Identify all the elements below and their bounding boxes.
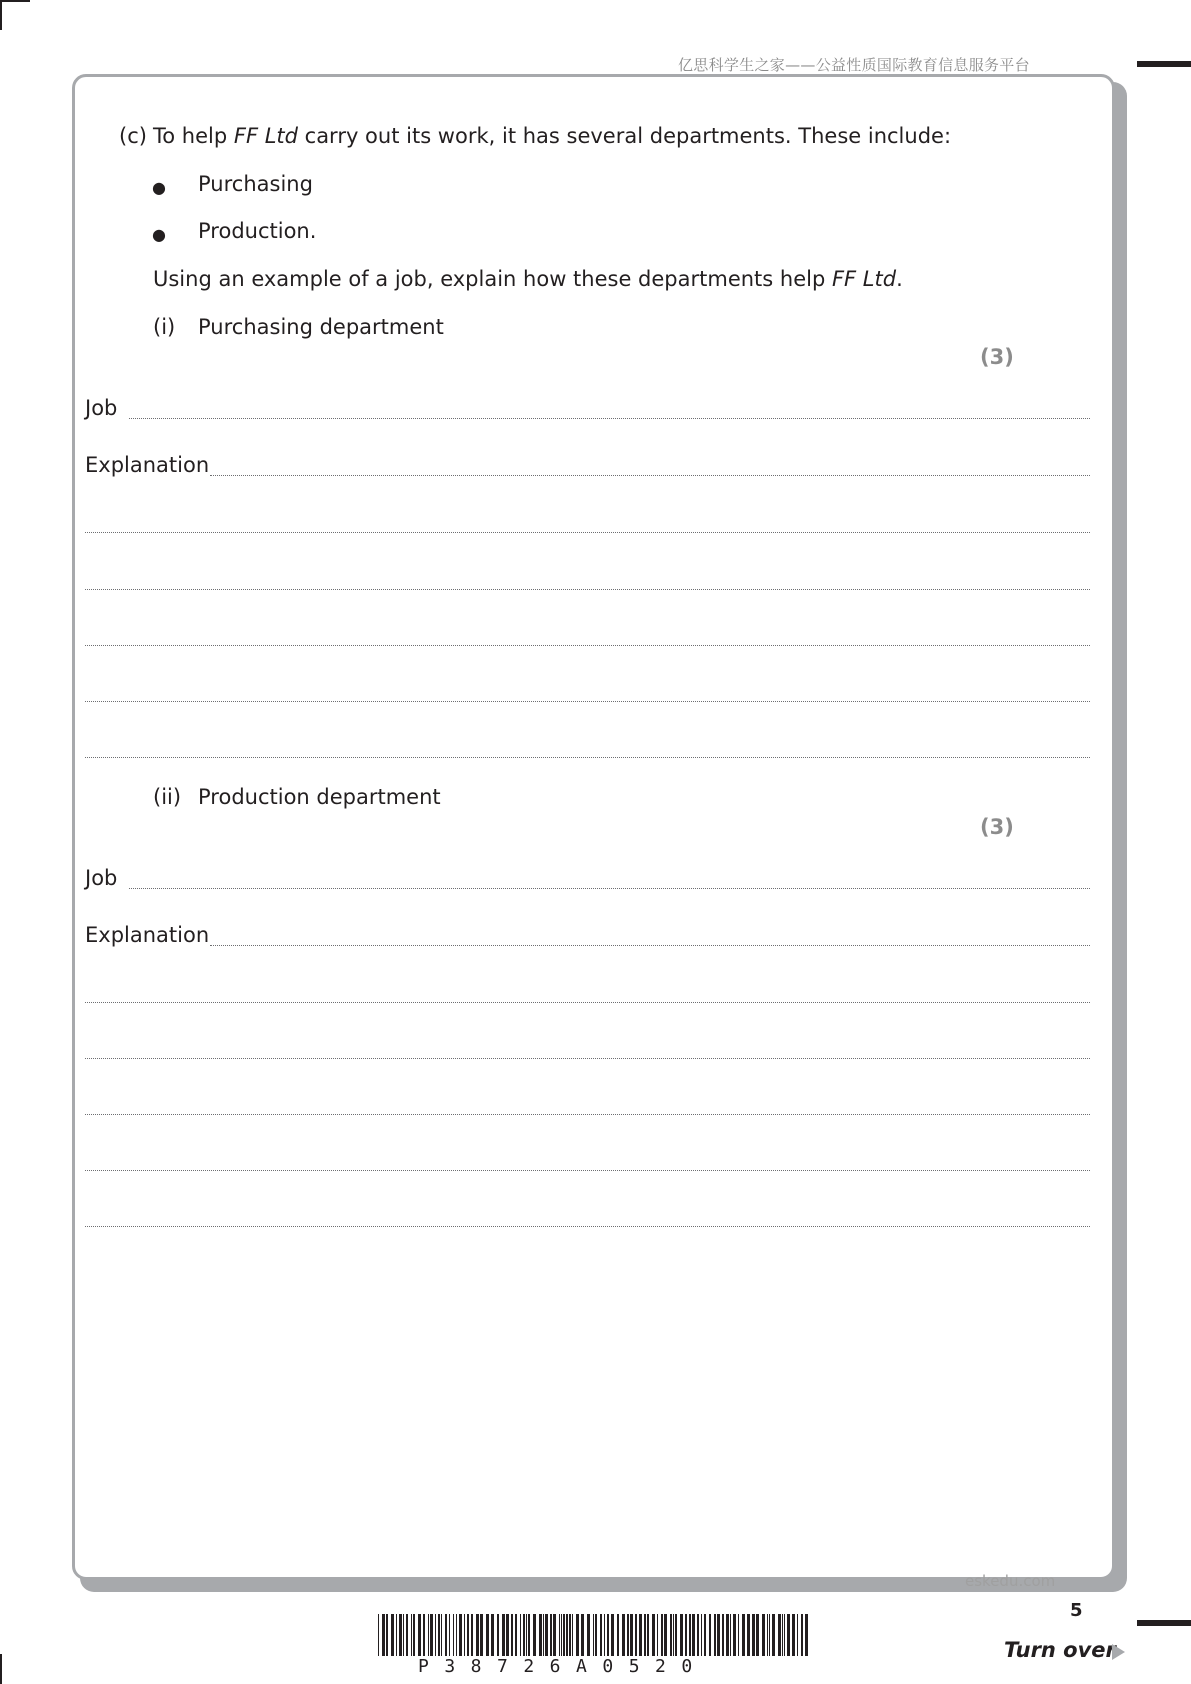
question-part-label: (c) xyxy=(119,124,147,148)
barcode-bar xyxy=(391,1614,394,1656)
barcode-bar xyxy=(378,1614,379,1656)
barcode-bar xyxy=(722,1614,724,1656)
barcode-bar xyxy=(430,1614,433,1656)
footer-watermark: eskedu.com xyxy=(965,1572,1056,1590)
barcode-bar xyxy=(413,1614,415,1656)
barcode-bar xyxy=(533,1614,536,1656)
barcode-bar xyxy=(467,1614,469,1656)
sub-i-marks: (3) xyxy=(980,345,1014,369)
dotted-line xyxy=(85,1001,1090,1003)
barcode-bar xyxy=(689,1614,691,1656)
barcode-bar xyxy=(778,1614,781,1656)
barcode-bar xyxy=(805,1614,808,1656)
barcode-bar xyxy=(476,1614,479,1656)
sub-i-explanation-line[interactable] xyxy=(85,452,1090,476)
barcode-bar xyxy=(664,1614,667,1656)
barcode-bar xyxy=(399,1614,402,1656)
barcode-bar xyxy=(563,1614,565,1656)
sub-i-job-label: Job xyxy=(85,396,118,420)
barcode-bar xyxy=(464,1614,465,1656)
sub-ii-answer-line-3[interactable] xyxy=(85,1091,1090,1115)
dotted-line xyxy=(129,417,1090,419)
sub-i-answer-line-3[interactable] xyxy=(85,622,1090,646)
barcode-bar xyxy=(670,1614,672,1656)
barcode-bar xyxy=(515,1614,517,1656)
barcode-bar xyxy=(486,1614,489,1656)
barcode-bar xyxy=(756,1614,759,1656)
crop-mark-bottom-left xyxy=(0,1654,2,1684)
barcode-bar xyxy=(709,1614,711,1656)
dotted-line xyxy=(85,700,1090,702)
barcode-bar xyxy=(782,1614,783,1656)
dotted-line xyxy=(129,887,1090,889)
barcode-bar xyxy=(576,1614,579,1656)
barcode-bar xyxy=(730,1614,731,1656)
barcode-bar xyxy=(572,1614,573,1656)
barcode-bar xyxy=(644,1614,646,1656)
barcode-bar xyxy=(511,1614,513,1656)
barcode-bar xyxy=(792,1614,795,1656)
barcode-bar xyxy=(526,1614,527,1656)
barcode-bar xyxy=(742,1614,745,1656)
barcode-bar xyxy=(704,1614,706,1656)
barcode-bar xyxy=(587,1614,590,1656)
edge-bar-top-right xyxy=(1137,61,1191,67)
barcode-bar xyxy=(491,1614,494,1656)
barcode-bar xyxy=(673,1614,674,1656)
bullet-item-purchasing: Purchasing xyxy=(198,172,313,196)
barcode-bar xyxy=(692,1614,695,1656)
barcode-bar xyxy=(784,1614,785,1656)
barcode-bar xyxy=(595,1614,597,1656)
dotted-line xyxy=(210,944,1090,946)
edge-bar-bottom-right xyxy=(1137,1620,1191,1626)
sub-ii-answer-line-1[interactable] xyxy=(85,979,1090,1003)
barcode-bar xyxy=(382,1614,385,1656)
barcode-bar xyxy=(411,1614,412,1656)
sub-ii-explanation-label: Explanation xyxy=(85,923,210,947)
barcode-bar xyxy=(406,1614,408,1656)
question-intro xyxy=(153,126,951,147)
barcode-bar xyxy=(441,1614,442,1656)
sub-i-title: Purchasing department xyxy=(198,315,444,339)
barcode-bar xyxy=(523,1614,525,1656)
barcode-bar xyxy=(459,1614,462,1656)
barcode-bar xyxy=(550,1614,552,1656)
barcode-bar xyxy=(428,1614,429,1656)
barcode-bar xyxy=(769,1614,770,1656)
barcode-bar xyxy=(797,1614,798,1656)
barcode-bar xyxy=(680,1614,683,1656)
barcode-bar xyxy=(497,1614,499,1656)
barcode-bar xyxy=(611,1614,614,1656)
sub-ii-answer-line-2[interactable] xyxy=(85,1035,1090,1059)
turn-over-arrow-icon xyxy=(1112,1644,1125,1660)
dotted-line xyxy=(85,1113,1090,1115)
barcode-bar xyxy=(445,1614,447,1656)
barcode-bar xyxy=(471,1614,473,1656)
barcode-bar xyxy=(607,1614,609,1656)
barcode-bar xyxy=(647,1614,649,1656)
dotted-line xyxy=(85,1225,1090,1227)
barcode-bar xyxy=(752,1614,755,1656)
barcode-bar xyxy=(593,1614,594,1656)
barcode-bar xyxy=(726,1614,729,1656)
turn-over-label: Turn over xyxy=(1004,1638,1116,1662)
sub-ii-job-label: Job xyxy=(85,866,118,890)
header-watermark: 亿思科学生之家——公益性质国际教育信息服务平台 xyxy=(678,56,1030,74)
barcode-bar xyxy=(543,1614,544,1656)
barcode-bar xyxy=(685,1614,687,1656)
barcode-bar xyxy=(801,1614,803,1656)
barcode-bar xyxy=(480,1614,483,1656)
barcode-bar xyxy=(617,1614,619,1656)
sub-ii-marks: (3) xyxy=(980,815,1014,839)
answer-frame xyxy=(72,74,1115,1580)
barcode-bar xyxy=(652,1614,655,1656)
barcode-bar xyxy=(520,1614,521,1656)
barcode-bar xyxy=(701,1614,702,1656)
sub-ii-job-line[interactable] xyxy=(85,865,1090,889)
bullet-dot-2: ● xyxy=(152,225,166,244)
sub-ii-label: (ii) xyxy=(153,785,182,809)
sub-i-answer-line-5[interactable] xyxy=(85,734,1090,758)
barcode-bar xyxy=(639,1614,642,1656)
barcode-bar xyxy=(657,1614,658,1656)
barcode-bar xyxy=(767,1614,768,1656)
barcode-bar xyxy=(438,1614,440,1656)
barcode-bar xyxy=(581,1614,584,1656)
sub-ii-title: Production department xyxy=(198,785,441,809)
barcode-bar xyxy=(630,1614,633,1656)
barcode-bar xyxy=(553,1614,556,1656)
sub-ii-answer-line-4[interactable] xyxy=(85,1147,1090,1171)
barcode-bar xyxy=(675,1614,677,1656)
sub-i-answer-line-2[interactable] xyxy=(85,566,1090,590)
barcode-bar xyxy=(435,1614,436,1656)
barcode-text: P38726A0520 xyxy=(418,1656,708,1677)
sub-i-label: (i) xyxy=(153,315,176,339)
barcode-bar xyxy=(762,1614,765,1656)
barcode-bar xyxy=(539,1614,542,1656)
barcode-bar xyxy=(661,1614,663,1656)
barcode-bar xyxy=(787,1614,790,1656)
barcode-bar xyxy=(396,1614,397,1656)
question-intro-before: To help xyxy=(153,124,234,148)
barcode-bar xyxy=(747,1614,750,1656)
barcode-bar xyxy=(502,1614,505,1656)
barcode-bar xyxy=(449,1614,450,1656)
dotted-line xyxy=(85,1169,1090,1171)
barcode-bar xyxy=(717,1614,720,1656)
barcode-bar xyxy=(528,1614,530,1656)
barcode-bar xyxy=(738,1614,739,1656)
dotted-line xyxy=(85,531,1090,533)
barcode-bar xyxy=(733,1614,736,1656)
question-intro-after: carry out its work, it has several departments. These include: xyxy=(297,124,952,148)
crop-mark-top-left-h xyxy=(0,0,30,2)
dotted-line xyxy=(85,756,1090,758)
question-task-after: . xyxy=(896,267,903,291)
bullet-dot-1: ● xyxy=(152,178,166,197)
barcode-bar xyxy=(772,1614,775,1656)
sub-i-explanation-label: Explanation xyxy=(85,453,210,477)
dotted-line xyxy=(210,474,1090,476)
dotted-line xyxy=(85,588,1090,590)
barcode-bar xyxy=(545,1614,548,1656)
sub-ii-explanation-line[interactable] xyxy=(85,922,1090,946)
question-task-before: Using an example of a job, explain how these departments help xyxy=(153,267,832,291)
barcode-bar xyxy=(456,1614,457,1656)
barcode-bar xyxy=(423,1614,425,1656)
barcode-bar xyxy=(561,1614,562,1656)
crop-mark-top-left-v xyxy=(0,0,2,30)
question-task-company: FF Ltd xyxy=(831,267,897,291)
sub-ii-answer-line-5[interactable] xyxy=(85,1203,1090,1227)
barcode-bar xyxy=(418,1614,421,1656)
bullet-item-production: Production. xyxy=(198,219,317,243)
barcode-bar xyxy=(569,1614,571,1656)
question-task xyxy=(153,269,903,290)
barcode-bar xyxy=(506,1614,509,1656)
dotted-line xyxy=(85,644,1090,646)
barcode-bar xyxy=(559,1614,560,1656)
sub-i-answer-line-1[interactable] xyxy=(85,509,1090,533)
barcode-bar xyxy=(714,1614,716,1656)
barcode-bar xyxy=(604,1614,605,1656)
sub-i-job-line[interactable] xyxy=(85,395,1090,419)
barcode-bar xyxy=(697,1614,699,1656)
barcode-bar xyxy=(386,1614,388,1656)
barcode xyxy=(378,1614,810,1656)
page-number: 5 xyxy=(1070,1600,1083,1621)
barcode-bar xyxy=(635,1614,637,1656)
barcode-bar xyxy=(600,1614,602,1656)
barcode-bar xyxy=(566,1614,568,1656)
barcode-bar xyxy=(453,1614,454,1656)
barcode-bar xyxy=(622,1614,625,1656)
barcode-bar xyxy=(627,1614,629,1656)
question-company: FF Ltd xyxy=(233,124,298,148)
sub-i-answer-line-4[interactable] xyxy=(85,678,1090,702)
barcode-bar xyxy=(403,1614,404,1656)
dotted-line xyxy=(85,1057,1090,1059)
